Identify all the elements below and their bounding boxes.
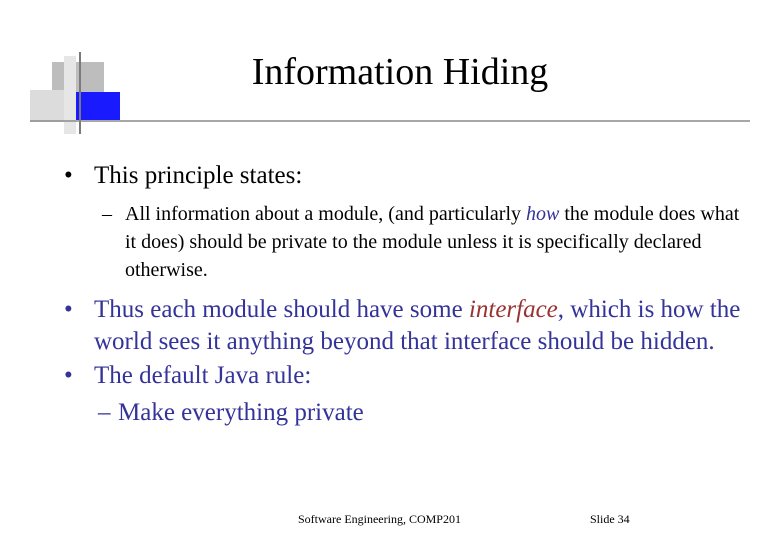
bullet-dot-icon: •: [64, 362, 73, 389]
sub-bullet-emphasis: how: [526, 203, 560, 225]
bullet-java-rule: [60, 360, 750, 392]
slide-title: Information Hiding: [251, 51, 549, 93]
decor-light-bar: [64, 56, 76, 134]
sub-bullet-text-prefix: All information about a module, (and particularly: [125, 203, 526, 225]
slide-content: [60, 160, 750, 429]
dash-icon: –: [98, 399, 111, 426]
dash-icon: –: [102, 203, 112, 225]
footer-course: Software Engineering, COMP201: [298, 512, 461, 526]
bullet-interface: [60, 294, 750, 358]
bullet-principle-text: This principle states:: [94, 162, 303, 189]
bullet-dot-icon: •: [64, 296, 73, 323]
sub-bullet-private-text: Make everything private: [118, 399, 364, 426]
bullet-principle: [60, 160, 750, 192]
bullet-dot-icon: •: [64, 162, 73, 189]
sub-bullet-private: [60, 397, 750, 429]
bullet-interface-prefix: Thus each module should have some: [94, 296, 469, 323]
bullet-interface-emphasis: interface: [468, 296, 558, 323]
footer-slide-number: Slide 34: [590, 512, 630, 526]
sub-bullet-text-suffix: the module does what it does) should be private to the module unless it is specifically declared otherwise.: [125, 203, 740, 281]
bullet-interface-suffix: , which is how the world sees it anything beyond that interface should be hidden.: [94, 296, 741, 355]
bullet-java-rule-text: The default Java rule:: [94, 362, 312, 389]
sub-bullet-information: [60, 200, 750, 284]
